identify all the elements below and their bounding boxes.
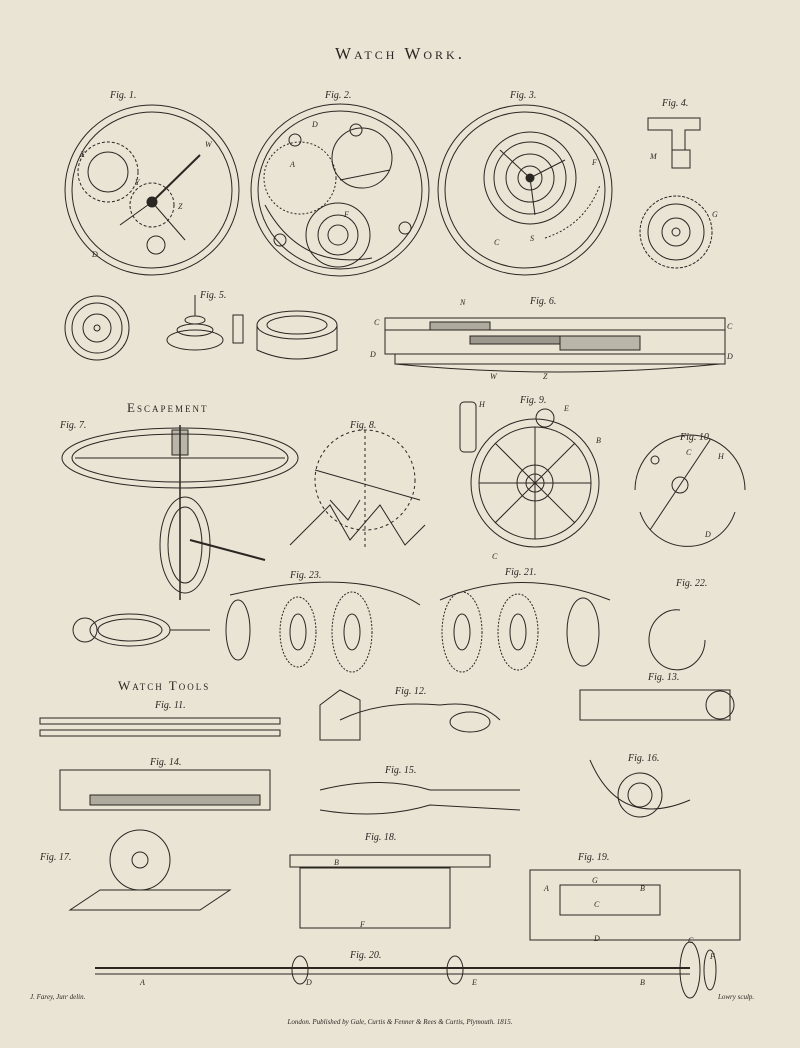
- fig9-callout: E: [564, 404, 569, 413]
- fig18-label: Fig. 18.: [365, 832, 397, 843]
- fig20-callout: E: [472, 978, 477, 987]
- fig1-callout: X: [80, 150, 85, 159]
- fig6-drawing: [385, 318, 725, 372]
- fig8-label: Fig. 8.: [350, 420, 377, 431]
- fig11-label: Fig. 11.: [155, 700, 186, 711]
- fig6-callout: Z: [543, 372, 548, 381]
- fig9-drawing: [460, 402, 599, 547]
- plate-title: Watch Work.: [335, 44, 465, 63]
- fig20-callout: B: [640, 978, 645, 987]
- fig7-label: Fig. 7.: [60, 420, 87, 431]
- fig6-callout: D: [370, 350, 376, 359]
- fig5-drawing: [65, 295, 337, 360]
- fig2-callout: A: [290, 160, 295, 169]
- fig1-callout: Y: [135, 178, 140, 187]
- fig3-callout: F: [592, 158, 597, 167]
- fig6-callout: N: [460, 298, 466, 307]
- fig16-label: Fig. 16.: [628, 753, 660, 764]
- fig1-callout: D: [92, 250, 98, 259]
- escapement-heading: Escapement: [127, 400, 209, 415]
- fig19-callout: A: [544, 884, 549, 893]
- fig6-callout: C: [727, 322, 733, 331]
- fig20-callout: A: [140, 978, 145, 987]
- fig9-callout: B: [596, 436, 601, 445]
- fig1-label: Fig. 1.: [110, 90, 137, 101]
- fig3-drawing: [438, 105, 612, 275]
- fig21-23-drawing: [73, 582, 705, 672]
- fig3-label: Fig. 3.: [510, 90, 537, 101]
- fig4-label: Fig. 4.: [662, 98, 689, 109]
- fig10-callout: D: [705, 530, 711, 539]
- fig1-callout: W: [205, 140, 212, 149]
- fig10-callout: C: [686, 448, 692, 457]
- fig19-callout: G: [592, 876, 598, 885]
- fig18-callout: F: [360, 920, 365, 929]
- fig14-label: Fig. 14.: [150, 757, 182, 768]
- fig22-label: Fig. 22.: [676, 578, 708, 589]
- fig13-label: Fig. 13.: [648, 672, 680, 683]
- fig20-callout: F: [710, 952, 715, 961]
- fig19-callout: C: [594, 900, 600, 909]
- fig8-drawing: [290, 430, 425, 550]
- fig4-drawing: [640, 118, 712, 268]
- fig20-callout: C: [688, 936, 694, 945]
- fig9-callout: C: [492, 552, 498, 561]
- fig23-label: Fig. 23.: [290, 570, 322, 581]
- fig17-label: Fig. 17.: [40, 852, 72, 863]
- fig14-16-drawing: [60, 760, 690, 817]
- fig10-label: Fig. 10.: [680, 432, 712, 443]
- footer-delineator: J. Farey, Junʳ delin.: [30, 993, 86, 1001]
- fig11-13-drawing: [40, 690, 734, 740]
- fig6-callout: D: [727, 352, 733, 361]
- fig2-drawing: [251, 104, 429, 276]
- fig3-callout: S: [530, 234, 534, 243]
- fig2-callout: D: [312, 120, 318, 129]
- fig12-label: Fig. 12.: [395, 686, 427, 697]
- fig20-drawing: [95, 942, 716, 998]
- fig4-callout: G: [712, 210, 718, 219]
- fig6-callout: W: [490, 372, 497, 381]
- fig2-callout: F: [344, 210, 349, 219]
- fig19-callout: D: [594, 934, 600, 943]
- footer-publisher: London. Published by Gale, Curtis & Fenner & Rees & Curtis, Plymouth. 1815.: [287, 1018, 513, 1026]
- fig7-drawing: [62, 425, 298, 600]
- fig6-callout: C: [374, 318, 380, 327]
- watch-tools-heading: Watch Tools: [118, 678, 211, 693]
- fig9-callout: H: [479, 400, 485, 409]
- fig1-callout: Z: [178, 202, 183, 211]
- fig4-callout: M: [650, 152, 657, 161]
- fig6-label: Fig. 6.: [530, 296, 557, 307]
- fig18-callout: B: [334, 858, 339, 867]
- fig10-callout: H: [718, 452, 724, 461]
- fig20-label: Fig. 20.: [350, 950, 382, 961]
- fig5-label: Fig. 5.: [200, 290, 227, 301]
- fig19-label: Fig. 19.: [578, 852, 610, 863]
- fig15-label: Fig. 15.: [385, 765, 417, 776]
- fig19-callout: B: [640, 884, 645, 893]
- footer-engraver: Lowry sculp.: [718, 993, 755, 1001]
- fig20-callout: D: [306, 978, 312, 987]
- fig21-label: Fig. 21.: [505, 567, 537, 578]
- fig9-label: Fig. 9.: [520, 395, 547, 406]
- fig2-label: Fig. 2.: [325, 90, 352, 101]
- fig3-callout: C: [494, 238, 500, 247]
